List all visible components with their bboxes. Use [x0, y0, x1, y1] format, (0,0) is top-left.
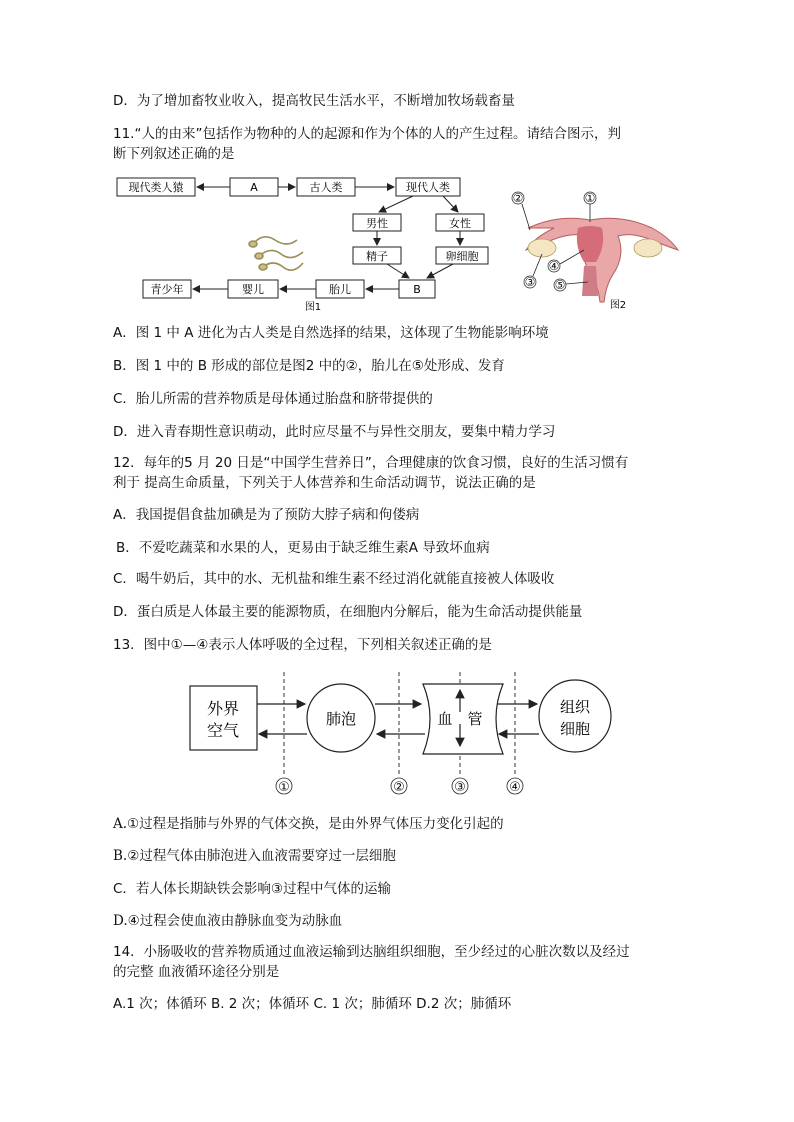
svg-text:婴儿: 婴儿: [242, 283, 264, 296]
q11-option-c: C．胎儿所需的营养物质是母体通过胎盘和脐带提供的: [113, 391, 433, 407]
svg-text:现代人类: 现代人类: [406, 181, 450, 194]
fig1-node-modern: [396, 178, 460, 196]
svg-text:组织: 组织: [559, 698, 591, 716]
q12-option-c: C．喝牛奶后，其中的水、无机盐和维生素不经过消化就能直接被人体吸收: [113, 571, 555, 587]
svg-text:A: A: [250, 181, 258, 194]
svg-text:男性: 男性: [366, 217, 388, 230]
q13-option-d: D.④过程会使血液由静脉血变为动脉血: [113, 913, 343, 929]
tissue-cells-circle: [539, 680, 611, 752]
q11-figure-2: [500, 190, 685, 312]
svg-text:肺泡: 肺泡: [325, 710, 357, 728]
svg-text:青少年: 青少年: [150, 283, 184, 296]
q14-options: A.1 次；体循环 B. 2 次；体循环 C. 1 次；肺循环 D.2 次；肺循环: [113, 996, 512, 1012]
q12-stem-line1: 12．每年的5 月 20 日是“中国学生营养日”，合理健康的饮食习惯，良好的生活习惯有: [113, 455, 629, 471]
fig1-caption: 图1: [304, 302, 322, 312]
q11-stem-line1: 11.“人的由来”包括作为物种的人的起源和作为个体的人的产生过程。请结合图示，判: [113, 126, 621, 142]
fig1-node-b: [399, 280, 435, 298]
q13-stem: 13．图中①—④表示人体呼吸的全过程，下列相关叙述正确的是: [113, 637, 492, 653]
q12-option-d: D．蛋白质是人体最主要的能源物质，在细胞内分解后，能为生命活动提供能量: [113, 604, 583, 620]
svg-text:空气: 空气: [206, 721, 240, 740]
svg-text:B: B: [413, 283, 421, 296]
svg-text:古人类: 古人类: [309, 181, 343, 194]
process-label-1: ①: [278, 780, 290, 795]
fig1-node-sperm: [353, 247, 401, 264]
q11-option-a: A．图 1 中 A 进化为古人类是自然选择的结果，这体现了生物能影响环境: [113, 325, 549, 341]
svg-text:女性: 女性: [449, 217, 471, 230]
fig2-caption: 图2: [609, 300, 627, 311]
blood-vessel-shape: [423, 684, 503, 754]
fig1-node-male: [353, 214, 401, 231]
fig2-label-2: ②: [512, 191, 524, 205]
q11-stem-line2: 断下列叙述正确的是: [113, 146, 235, 162]
fig1-node-fetus: [316, 280, 364, 298]
fig1-node-female: [436, 214, 484, 231]
process-label-3: ③: [454, 780, 466, 795]
q11-option-b: B．图 1 中的 B 形成的部位是图2 中的②，胎儿在⑤处形成、发育: [113, 358, 505, 374]
svg-text:胎儿: 胎儿: [329, 283, 351, 296]
fig1-node-ape: [117, 178, 195, 196]
svg-text:细胞: 细胞: [559, 720, 591, 738]
q13-option-c: C．若人体长期缺铁会影响③过程中气体的运输: [113, 881, 392, 897]
fig1-node-teen: [143, 280, 191, 298]
q14-stem-line2: 的完整 血液循环途径分别是: [113, 964, 280, 980]
process-label-4: ④: [509, 780, 521, 795]
process-label-2: ②: [393, 780, 405, 795]
svg-text:精子: 精子: [366, 250, 388, 263]
q12-option-b: B．不爱吃蔬菜和水果的人，更易由于缺乏维生素A 导致坏血病: [116, 540, 490, 556]
fig2-label-5: ⑤: [554, 278, 566, 292]
svg-text:血: 血: [437, 710, 453, 728]
q13-option-a: A.①过程是指肺与外界的气体交换，是由外界气体压力变化引起的: [113, 816, 504, 832]
q11-option-d: D．进入青春期性意识萌动，此时应尽量不与异性交朋友，要集中精力学习: [113, 424, 556, 440]
fig1-node-infant: [228, 280, 278, 298]
fig1-node-ancient: [297, 178, 355, 196]
fig1-node-a: [230, 178, 278, 196]
fig2-label-3: ③: [524, 275, 536, 289]
q14-stem-line1: 14．小肠吸收的营养物质通过血液运输到达脑组织细胞，至少经过的心脏次数以及经过: [113, 944, 630, 960]
alveoli-circle: [307, 684, 375, 752]
q13-option-b: B.②过程气体由肺泡进入血液需要穿过一层细胞: [113, 848, 396, 864]
q12-option-a: A．我国提倡食盐加碘是为了预防大脖子病和佝偻病: [113, 507, 420, 523]
fig2-label-1: ①: [584, 191, 596, 205]
q10-option-d: D．为了增加畜牧业收入，提高牧民生活水平，不断增加牧场载畜量: [113, 93, 515, 109]
svg-text:外界: 外界: [206, 699, 240, 718]
fig2-label-4: ④: [548, 259, 560, 273]
external-air-box: [190, 686, 257, 750]
q11-figure-1: [113, 172, 493, 312]
fig1-node-egg: [436, 247, 488, 264]
q12-stem-line2: 利于 提高生命质量，下列关于人体营养和生命活动调节，说法正确的是: [113, 475, 536, 491]
svg-text:管: 管: [467, 710, 483, 728]
svg-text:卵细胞: 卵细胞: [445, 250, 479, 263]
svg-text:现代类人猿: 现代类人猿: [128, 181, 184, 194]
q13-respiration-diagram: [185, 672, 615, 798]
sperm-illustration: [249, 237, 303, 270]
